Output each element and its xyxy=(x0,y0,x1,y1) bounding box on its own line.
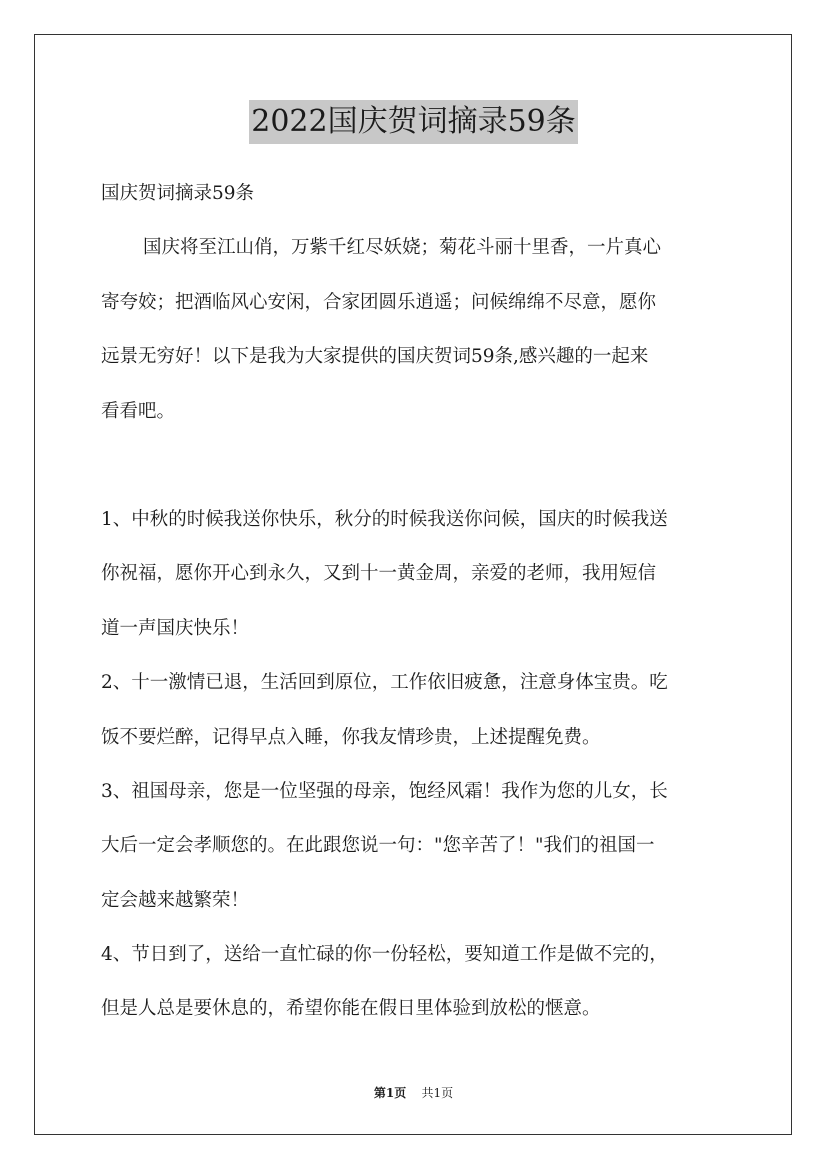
document-title: 2022国庆贺词摘录59条 xyxy=(249,100,578,144)
item-line: 你祝福，愿你开心到永久，又到十一黄金周，亲爱的老师，我用短信 xyxy=(101,563,657,585)
intro-line: 远景无穷好！以下是我为大家提供的国庆贺词59条,感兴趣的一起来 xyxy=(101,346,649,368)
subtitle: 国庆贺词摘录59条 xyxy=(101,183,255,204)
list-item xyxy=(101,928,729,1037)
item-line: 大后一定会孝顺您的。在此跟您说一句："您辛苦了！"我们的祖国一 xyxy=(101,835,655,857)
item-line: 4、节日到了，送给一直忙碌的你一份轻松，要知道工作是做不完的， xyxy=(101,944,668,966)
list-item xyxy=(101,656,729,765)
page-total: 共1页 xyxy=(421,1086,454,1100)
item-line: 饭不要烂醉，记得早点入睡，你我友情珍贵，上述提醒免费。 xyxy=(101,726,601,748)
page-footer xyxy=(0,1085,827,1101)
intro-line: 国庆将至江山俏，万紫千红尽妖娆；菊花斗丽十里香，一片真心 xyxy=(143,237,662,259)
page-number: 第1页 xyxy=(373,1086,407,1100)
intro-paragraph xyxy=(101,221,729,439)
intro-line: 看看吧。 xyxy=(101,400,176,422)
title-container xyxy=(0,100,827,144)
intro-line: 寄夸姣；把酒临风心安闲，合家团圆乐逍遥；问候绵绵不尽意，愿你 xyxy=(101,291,657,313)
item-line: 1、中秋的时候我送你快乐，秋分的时候我送你问候，国庆的时候我送 xyxy=(101,508,668,530)
list-item xyxy=(101,493,729,656)
item-line: 但是人总是要休息的，希望你能在假日里体验到放松的惬意。 xyxy=(101,998,601,1020)
item-line: 道一声国庆快乐！ xyxy=(101,617,250,639)
paragraph-gap xyxy=(101,439,729,493)
item-line: 定会越来越繁荣！ xyxy=(101,889,250,911)
item-line: 3、祖国母亲，您是一位坚强的母亲，饱经风霜！我作为您的儿女，长 xyxy=(101,780,668,802)
document-body xyxy=(101,167,729,1037)
item-line: 2、十一激情已退，生活回到原位，工作依旧疲惫，注意身体宝贵。吃 xyxy=(101,672,668,694)
list-item xyxy=(101,765,729,928)
